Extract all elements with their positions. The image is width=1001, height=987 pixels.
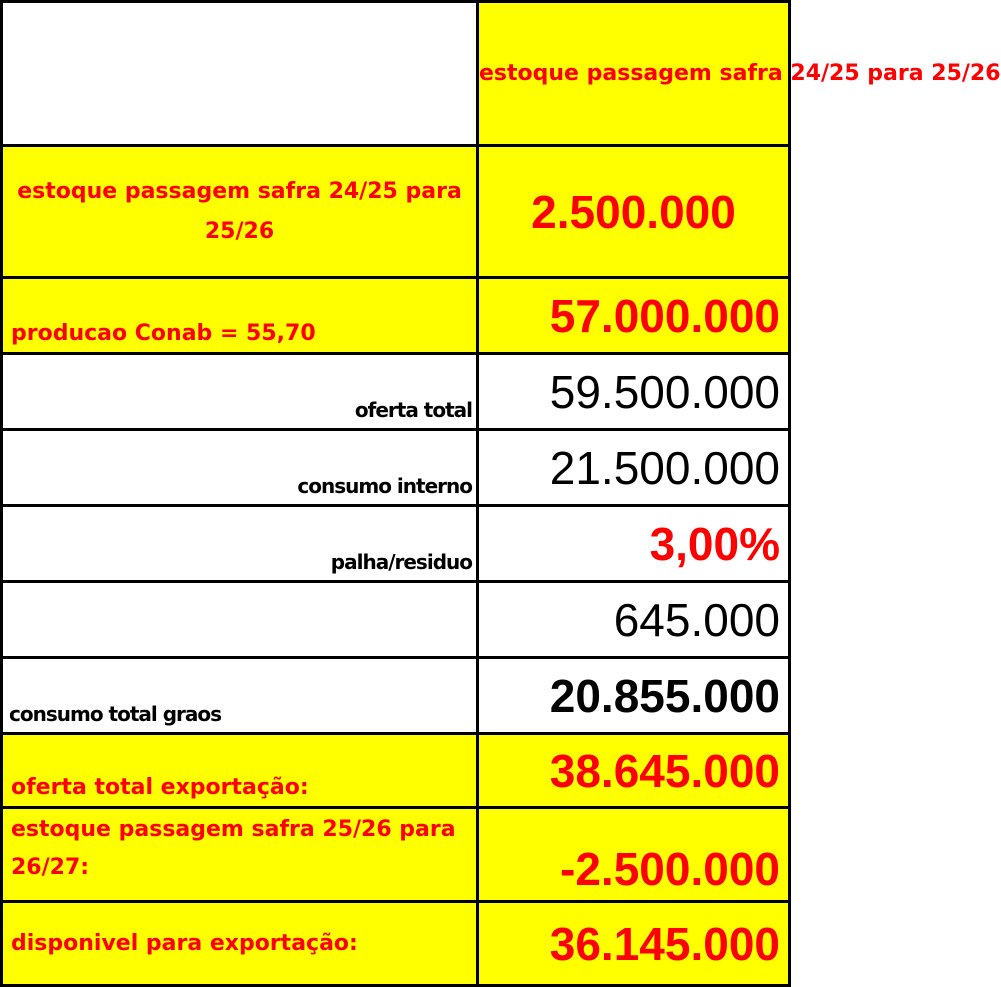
label-production[interactable]: producao Conab = 55,70 xyxy=(2,278,478,354)
label-available-export[interactable]: disponivel para exportação: xyxy=(2,902,478,986)
table-row xyxy=(2,658,790,734)
value-available-export[interactable]: 36.145.000 xyxy=(478,902,790,986)
label-carryover-out[interactable]: estoque passagem safra 25/26 para 26/27: xyxy=(2,808,478,902)
value-production[interactable]: 57.000.000 xyxy=(478,278,790,354)
table-row xyxy=(2,278,790,354)
table-row xyxy=(2,902,790,986)
value-export-supply[interactable]: 38.645.000 xyxy=(478,734,790,808)
table-row xyxy=(2,354,790,430)
label-total-supply[interactable]: oferta total xyxy=(2,354,478,430)
table-row xyxy=(2,734,790,808)
value-domestic-consumption[interactable]: 21.500.000 xyxy=(478,430,790,506)
label-carryover-in[interactable]: estoque passagem safra 24/25 para 25/26 xyxy=(2,146,478,278)
table-row xyxy=(2,808,790,902)
value-total-supply[interactable]: 59.500.000 xyxy=(478,354,790,430)
value-straw-residue-percent[interactable]: 3,00% xyxy=(478,506,790,582)
label-domestic-consumption[interactable]: consumo interno xyxy=(2,430,478,506)
table-row xyxy=(2,582,790,658)
value-carryover-in[interactable]: 2.500.000 xyxy=(478,146,790,278)
header-empty-cell[interactable] xyxy=(2,2,478,146)
header-row xyxy=(2,2,790,146)
value-carryover-out[interactable]: -2.500.000 xyxy=(478,808,790,902)
value-residue-amount[interactable]: 645.000 xyxy=(478,582,790,658)
table-row xyxy=(2,430,790,506)
table-row xyxy=(2,506,790,582)
label-export-supply[interactable]: oferta total exportação: xyxy=(2,734,478,808)
label-total-grain-consumption[interactable]: consumo total graos xyxy=(2,658,478,734)
header-value-cell[interactable]: estoque passagem safra 24/25 para 25/26 xyxy=(478,2,790,146)
label-straw-residue[interactable]: palha/residuo xyxy=(2,506,478,582)
value-total-grain-consumption[interactable]: 20.855.000 xyxy=(478,658,790,734)
table-row xyxy=(2,146,790,278)
label-empty-cell[interactable] xyxy=(2,582,478,658)
